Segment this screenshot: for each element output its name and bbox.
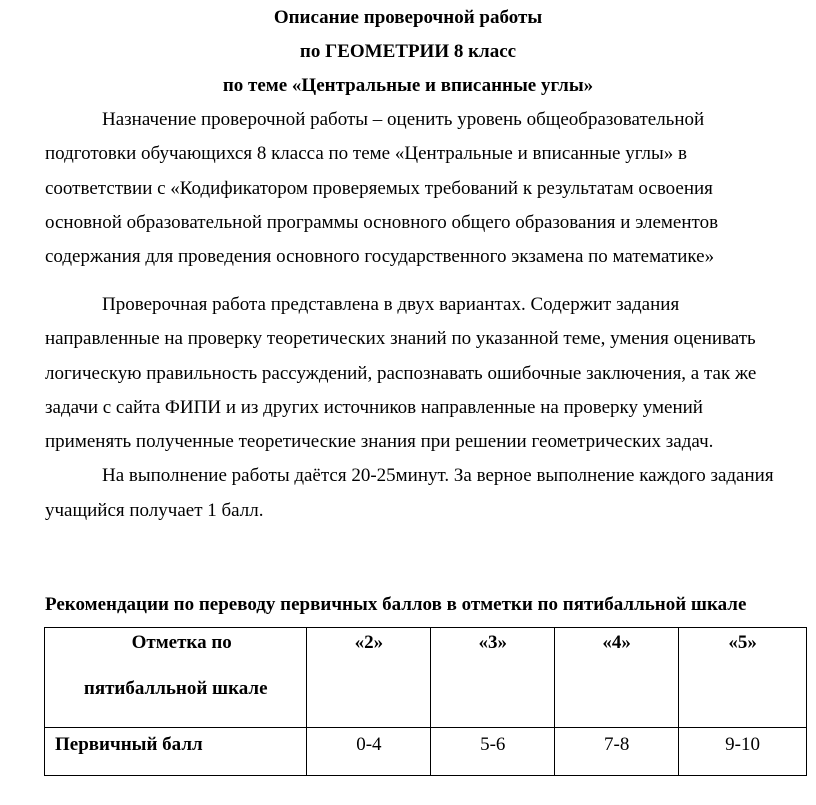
paragraph-line: применять полученные теоретические знания при решении геометрических задач.: [45, 431, 714, 453]
score-cell: [307, 728, 431, 776]
paragraph-line: Назначение проверочной работы – оценить уровень общеобразовательной: [102, 109, 705, 130]
paragraph-line: содержания для проведения основного государственного экзамена по математике»: [45, 246, 715, 268]
purpose-paragraph: [45, 103, 815, 274]
score-cell: [555, 728, 679, 776]
grade-cell: [679, 628, 807, 728]
grading-scale-table: [44, 627, 807, 776]
score-cell: [431, 728, 555, 776]
table-row: [45, 728, 807, 776]
score-value: 9-10: [725, 734, 760, 755]
paragraph-line: основной образовательной программы основного общего образования и элементов: [45, 211, 719, 233]
paragraph-line: подготовки обучающихся 8 класса по теме «Центральные и вписанные углы» в: [45, 143, 687, 165]
row-label: Первичный балл: [55, 734, 203, 755]
paragraph-line: учащийся получает 1 балл.: [45, 499, 264, 521]
grade-cell: [307, 628, 431, 728]
document-title-line-3: по теме «Центральные и вписанные углы»: [222, 75, 594, 96]
document-title-line-1: Описание проверочной работы: [273, 7, 543, 28]
paragraph-line: соответствии с «Кодификатором проверяемых требований к результатам освоения: [45, 177, 713, 199]
header-label-line-1: Отметка по: [131, 632, 232, 653]
grade-label: «3»: [478, 632, 508, 653]
score-cell: [679, 728, 807, 776]
paragraph-line: логическую правильность рассуждений, распознавать ошибочные заключения, а так же: [45, 362, 757, 384]
document-title-line-2: по ГЕОМЕТРИИ 8 класс: [299, 41, 517, 62]
grade-label: «5»: [728, 632, 757, 653]
grade-cell: [555, 628, 679, 728]
table-header-row: [45, 628, 807, 728]
grade-label: «4»: [602, 632, 631, 653]
grade-label: «2»: [354, 632, 384, 653]
paragraph-line: направленные на проверку теоретических знаний по указанной теме, умения оценивать: [45, 328, 756, 350]
grade-cell: [431, 628, 555, 728]
header-label-line-2: пятибалльной шкале: [83, 678, 268, 699]
structure-paragraph: [45, 288, 815, 528]
header-label-cell: [45, 628, 307, 728]
paragraph-line: Проверочная работа представлена в двух вариантах. Содержит задания: [102, 294, 680, 315]
paragraph-line: На выполнение работы даётся 20-25минут. За верное выполнение каждого задания: [102, 465, 774, 487]
score-value: 5-6: [480, 734, 506, 755]
table-title: Рекомендации по переводу первичных баллов в отметки по пятибалльной шкале: [45, 594, 747, 615]
score-value: 7-8: [604, 734, 630, 755]
paragraph-line: задачи с сайта ФИПИ и из других источников направленные на проверку умений: [45, 396, 703, 418]
row-label-cell: [45, 728, 307, 776]
score-value: 0-4: [356, 734, 382, 755]
